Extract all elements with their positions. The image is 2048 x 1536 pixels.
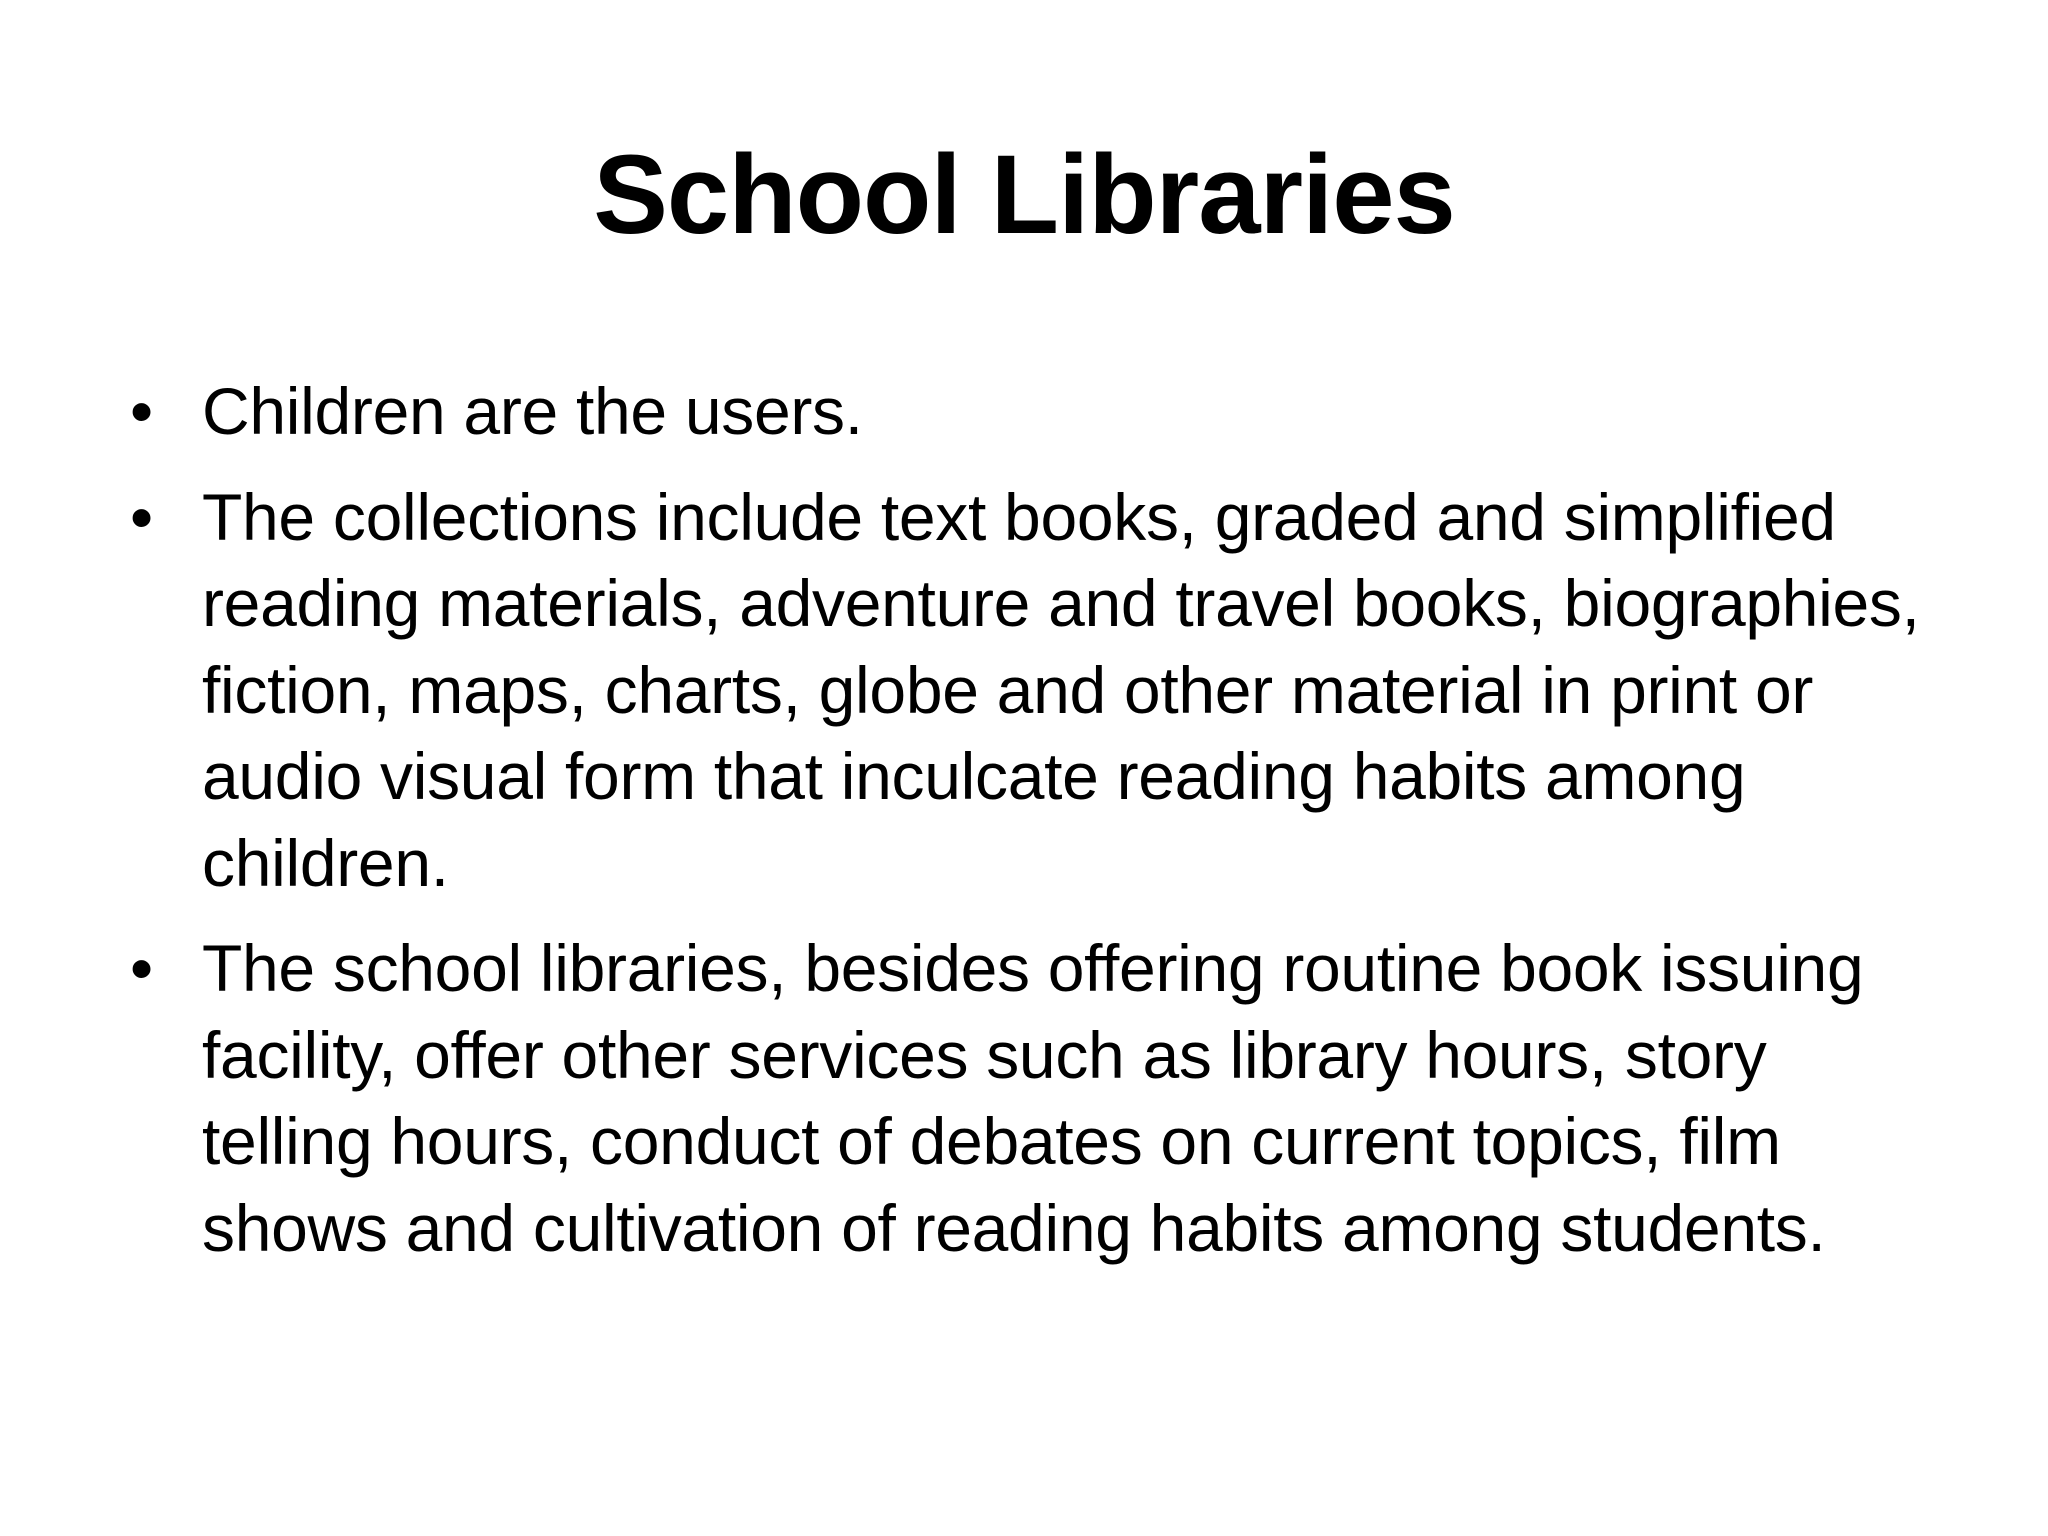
bullet-text: The collections include text books, graded and simplified reading materials, adventure and travel books, biographies, fiction, maps, charts, globe and other material in print or audio visual form that inculcate reading habits among children.	[202, 479, 1920, 900]
bullet-list	[130, 368, 1930, 1290]
bullet-dot-icon: •	[130, 931, 153, 1005]
bullet-text: The school libraries, besides offering routine book issuing facility, offer other services such as library hours, story telling hours, conduct of debates on current topics, film shows and cultivation of reading habits among students.	[202, 931, 1864, 1265]
bullet-text: Children are the users.	[202, 374, 863, 448]
bullet-dot-icon: •	[130, 479, 153, 554]
bullet-item	[130, 925, 1930, 1271]
bullet-item	[130, 474, 1930, 907]
slide-title: School Libraries	[593, 132, 1455, 257]
bullet-dot-icon: •	[130, 374, 153, 448]
bullet-item	[130, 368, 1930, 455]
